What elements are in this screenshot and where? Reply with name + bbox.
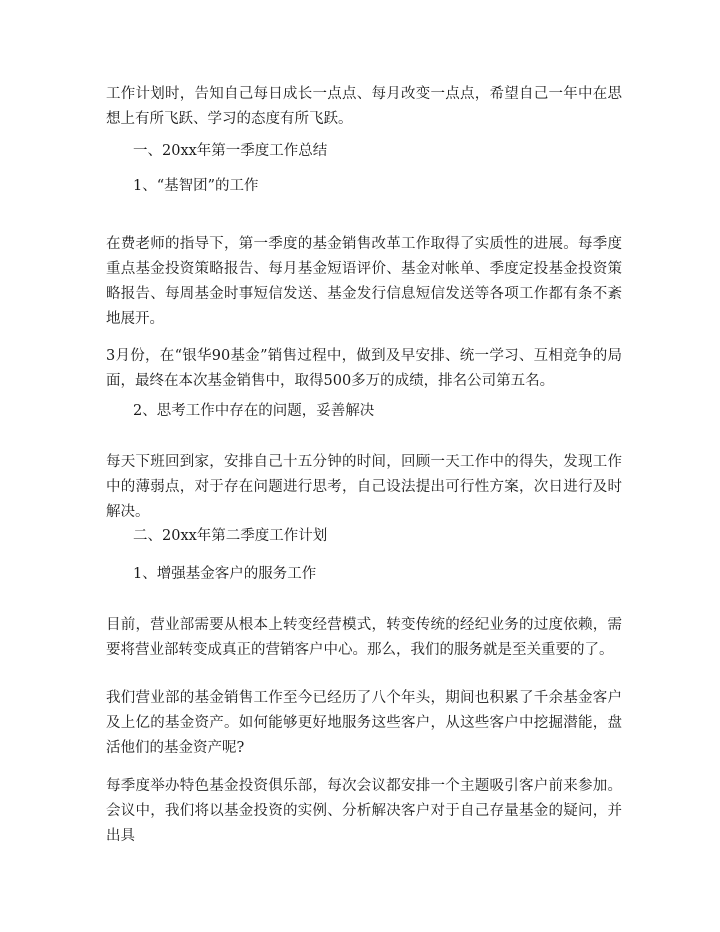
- paragraph-intro: 工作计划时，告知自己每日成长一点点、每月改变一点点，希望自己一年中在思想上有所飞跃、学习的态度有所飞跃。: [106, 86, 622, 127]
- paragraph-daily-review: 每天下班回到家，安排自己十五分钟的时间，回顾一天工作中的得失，发现工作中的薄弱点，对于存在问题进行思考，自己设法提出可行性方案，次日进行及时解决。: [106, 454, 622, 520]
- paragraph-client-assets: 我们营业部的基金销售工作至今已经历了八个年头，期间也积累了千余基金客户及上亿的基金资产。如何能够更好地服务这些客户，从这些客户中挖掘潜能，盘活他们的基金资产呢?: [106, 690, 622, 756]
- paragraph-march-sales: 3月份，在“银华90基金”销售过程中，做到及早安排、统一学习、互相竞争的局面，最终在本次基金销售中，取得500多万的成绩，排名公司第五名。: [106, 348, 622, 389]
- paragraph-transformation: 目前，营业部需要从根本上转变经营模式，转变传统的经纪业务的过度依赖，需要将营业部转变成真正的营销客户中心。那么，我们的服务就是至关重要的了。: [106, 617, 622, 658]
- paragraph-fund-reform: 在费老师的指导下，第一季度的基金销售改革工作取得了实质性的进展。每季度重点基金投资策略报告、每月基金短语评价、基金对帐单、季度定投基金投资策略报告、每周基金时事短信发送、基金发行信息短信发送等各项工作都有条不紊地展开。: [106, 236, 622, 327]
- paragraph-investment-club: 每季度举办特色基金投资俱乐部，每次会议都安排一个主题吸引客户前来参加。会议中，我们将以基金投资的实例、分析解决客户对于自己存量基金的疑问，并出具: [106, 778, 622, 844]
- heading-q2-plan: 二、20xx年第二季度工作计划: [133, 528, 328, 544]
- subheading-jizhi-team: 1、“基智团”的工作: [133, 178, 259, 194]
- subheading-client-service: 1、增强基金客户的服务工作: [133, 566, 317, 582]
- heading-q1-summary: 一、20xx年第一季度工作总结: [133, 143, 328, 159]
- subheading-problems: 2、思考工作中存在的问题，妥善解决: [133, 403, 375, 419]
